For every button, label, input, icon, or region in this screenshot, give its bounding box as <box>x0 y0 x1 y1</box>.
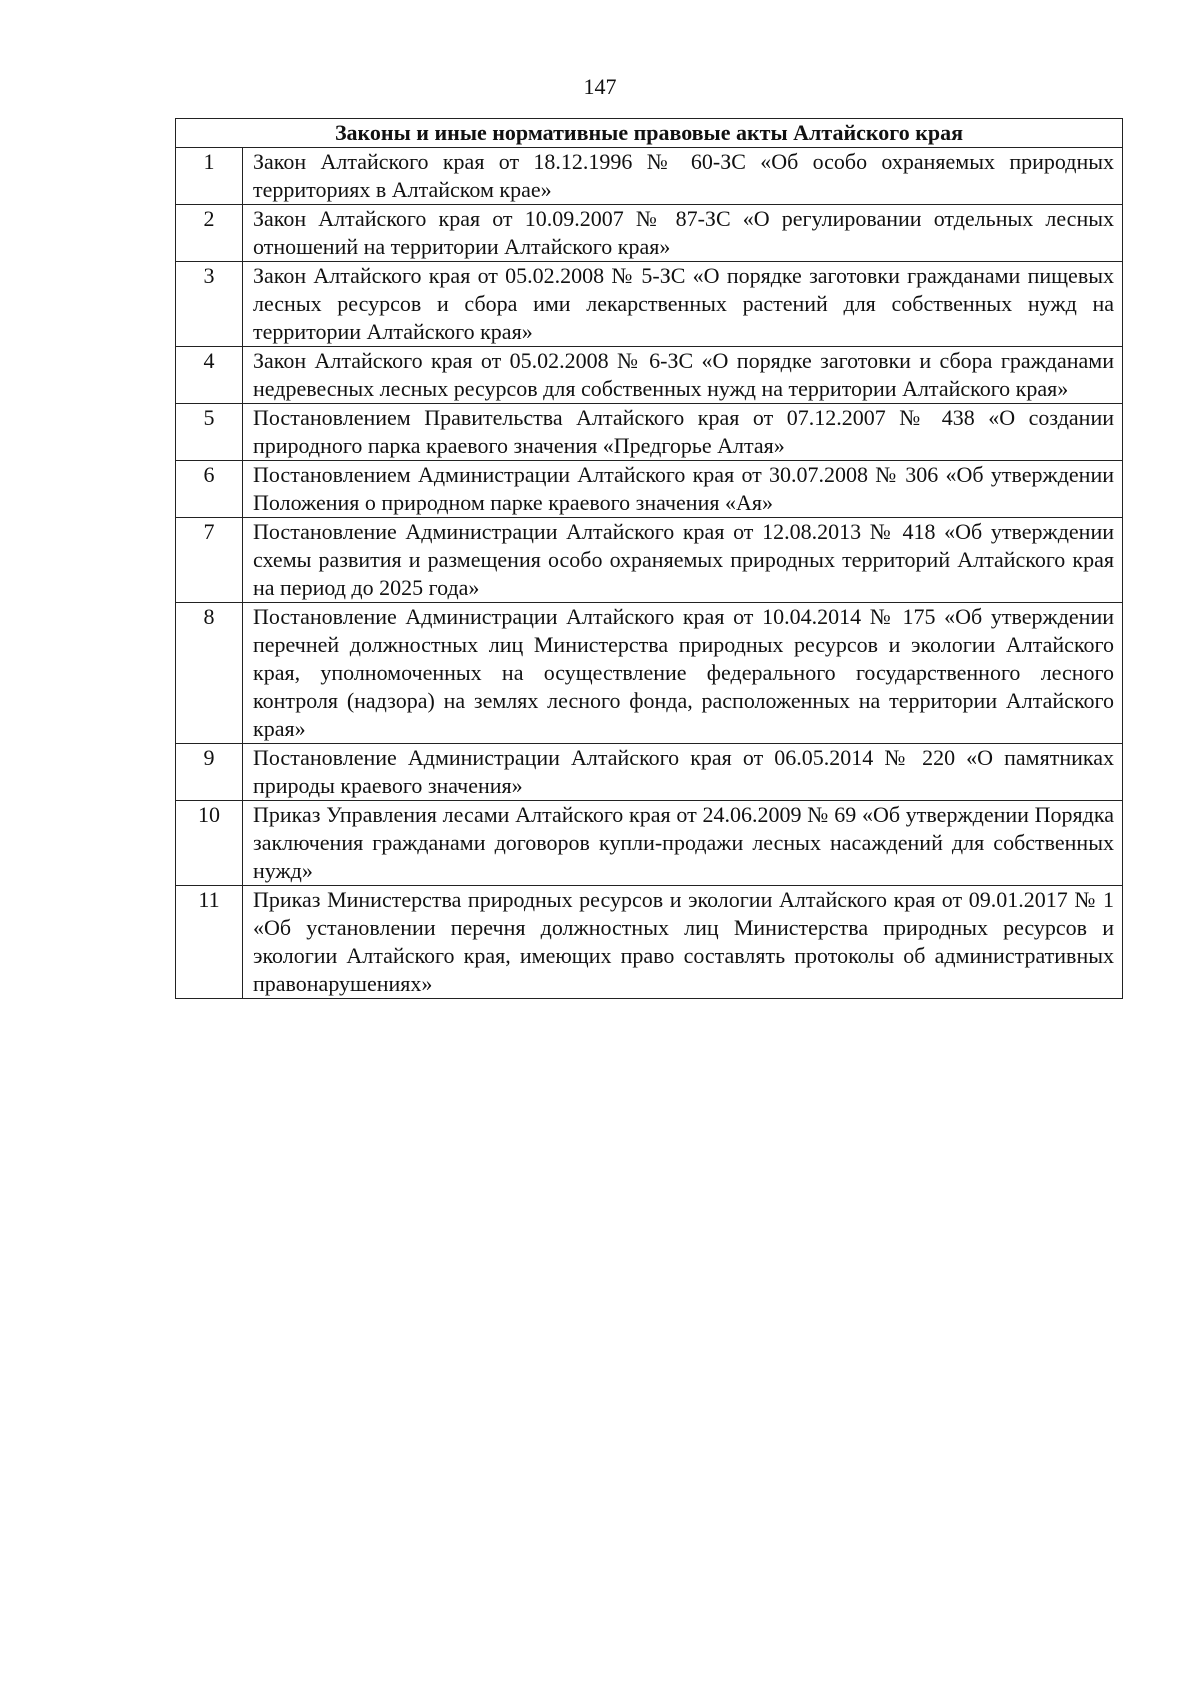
table-row <box>176 886 1123 999</box>
table-header: Законы и иные нормативные правовые акты Алтайского края <box>176 119 1123 148</box>
row-number: 3 <box>176 262 243 347</box>
table-row <box>176 262 1123 347</box>
row-text: Постановлением Правительства Алтайского края от 07.12.2007 № 438 «О создании природного парка краевого значения «Предгорье Алтая» <box>243 404 1123 461</box>
row-text: Приказ Министерства природных ресурсов и экологии Алтайского края от 09.01.2017 № 1 «Об установлении перечня должностных лиц Министерства природных ресурсов и экологии Алтайского края, имеющих право составлять протоколы об административных правонарушениях» <box>243 886 1123 999</box>
row-number: 11 <box>176 886 243 999</box>
row-number: 1 <box>176 148 243 205</box>
row-text: Закон Алтайского края от 18.12.1996 № 60-ЗС «Об особо охраняемых природных территориях в Алтайском крае» <box>243 148 1123 205</box>
table-row <box>176 518 1123 603</box>
row-number: 7 <box>176 518 243 603</box>
acts-table <box>175 118 1123 999</box>
page-number: 147 <box>583 74 617 99</box>
table-row <box>176 404 1123 461</box>
row-text: Закон Алтайского края от 10.09.2007 № 87-ЗС «О регулировании отдельных лесных отношений на территории Алтайского края» <box>243 205 1123 262</box>
row-text: Постановление Администрации Алтайского края от 06.05.2014 № 220 «О памятниках природы краевого значения» <box>243 744 1123 801</box>
table-row <box>176 347 1123 404</box>
table-header-row <box>176 119 1123 148</box>
table-row <box>176 603 1123 744</box>
row-text: Постановление Администрации Алтайского края от 12.08.2013 № 418 «Об утверждении схемы развития и размещения особо охраняемых природных территорий Алтайского края на период до 2025 года» <box>243 518 1123 603</box>
table-row <box>176 801 1123 886</box>
row-number: 8 <box>176 603 243 744</box>
row-text: Закон Алтайского края от 05.02.2008 № 6-ЗС «О порядке заготовки и сбора гражданами недревесных лесных ресурсов для собственных нужд на территории Алтайского края» <box>243 347 1123 404</box>
table-row <box>176 205 1123 262</box>
table-row <box>176 148 1123 205</box>
row-number: 9 <box>176 744 243 801</box>
row-text: Закон Алтайского края от 05.02.2008 № 5-ЗС «О порядке заготовки гражданами пищевых лесных ресурсов и сбора ими лекарственных растений для собственных нужд на территории Алтайского края» <box>243 262 1123 347</box>
row-number: 5 <box>176 404 243 461</box>
row-text: Приказ Управления лесами Алтайского края от 24.06.2009 № 69 «Об утверждении Порядка заключения гражданами договоров купли-продажи лесных насаждений для собственных нужд» <box>243 801 1123 886</box>
row-text: Постановлением Администрации Алтайского края от 30.07.2008 № 306 «Об утверждении Положения о природном парке краевого значения «Ая» <box>243 461 1123 518</box>
row-number: 6 <box>176 461 243 518</box>
row-number: 10 <box>176 801 243 886</box>
row-number: 4 <box>176 347 243 404</box>
table-row <box>176 744 1123 801</box>
row-text: Постановление Администрации Алтайского края от 10.04.2014 № 175 «Об утверждении перечней должностных лиц Министерства природных ресурсов и экологии Алтайского края, уполномоченных на осуществление федерального государственного лесного контроля (надзора) на землях лесного фонда, расположенных на территории Алтайского края» <box>243 603 1123 744</box>
row-number: 2 <box>176 205 243 262</box>
table-row <box>176 461 1123 518</box>
